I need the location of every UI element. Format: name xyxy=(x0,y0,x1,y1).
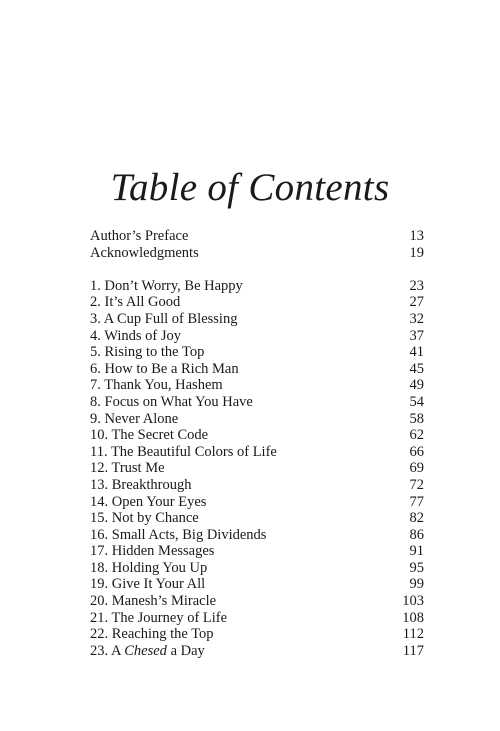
toc-row-chapter-13 xyxy=(90,477,424,494)
toc-page-number: 49 xyxy=(409,377,424,394)
toc-page-number: 117 xyxy=(402,642,424,659)
toc-entry-label: 7. Thank You, Hashem xyxy=(90,377,223,394)
toc-page-number: 37 xyxy=(409,327,424,344)
toc-row-chapter-6 xyxy=(90,361,424,378)
toc-row-chapter-18 xyxy=(90,560,424,577)
toc-entry-label: 15. Not by Chance xyxy=(90,510,199,527)
toc-entry-label: 3. A Cup Full of Blessing xyxy=(90,310,238,327)
toc-entry-label: 2. It’s All Good xyxy=(90,294,181,311)
toc-entry-label: 16. Small Acts, Big Dividends xyxy=(90,526,267,543)
toc-row-chapter-1 xyxy=(90,278,424,295)
toc-page-number: 77 xyxy=(409,493,424,510)
toc-page-number: 95 xyxy=(409,559,424,576)
toc-row-chapter-21 xyxy=(90,610,424,627)
toc-page-number: 19 xyxy=(409,244,424,261)
toc-entry-label: 10. The Secret Code xyxy=(90,427,209,444)
toc-row-chapter-22 xyxy=(90,626,424,643)
toc-row-chapter-2 xyxy=(90,294,424,311)
toc-page-number: 13 xyxy=(409,228,424,244)
toc-row-chapter-7 xyxy=(90,377,424,394)
toc-entry-label: 18. Holding You Up xyxy=(90,559,208,576)
toc-entry-label: 6. How to Be a Rich Man xyxy=(90,360,239,377)
toc-page-number: 27 xyxy=(409,294,424,311)
toc-entry-label: 17. Hidden Messages xyxy=(90,543,215,560)
toc-entry-label: Author’s Preface xyxy=(90,228,189,244)
toc-entry-label-suffix: a Day xyxy=(166,642,205,659)
toc-entry-label: 21. The Journey of Life xyxy=(90,609,228,626)
toc-page-number: 45 xyxy=(409,360,424,377)
toc-entry-label: 20. Manesh’s Miracle xyxy=(90,593,217,610)
toc-row-chapter-23 xyxy=(90,643,424,660)
toc-row-chapter-11 xyxy=(90,444,424,461)
toc-row-chapter-14 xyxy=(90,494,424,511)
toc-entry-label: 14. Open Your Eyes xyxy=(90,493,207,510)
toc-entry-label: 8. Focus on What You Have xyxy=(90,393,253,410)
toc-row-acknowledgments xyxy=(90,245,424,262)
toc-page-number: 69 xyxy=(409,460,424,477)
toc-entry-label: Acknowledgments xyxy=(90,244,199,261)
toc-page-number: 82 xyxy=(409,510,424,527)
toc-row-chapter-16 xyxy=(90,527,424,544)
toc-page-number: 103 xyxy=(402,593,424,610)
toc-page-number: 41 xyxy=(409,344,424,361)
toc-row-chapter-15 xyxy=(90,510,424,527)
toc-entry-label: 12. Trust Me xyxy=(90,460,165,477)
toc-entry-label: 19. Give It Your All xyxy=(90,576,206,593)
toc-row-chapter-10 xyxy=(90,427,424,444)
toc-row-chapter-5 xyxy=(90,344,424,361)
toc-row-chapter-8 xyxy=(90,394,424,411)
toc-entry-label: 13. Breakthrough xyxy=(90,476,192,493)
toc-row-chapter-4 xyxy=(90,328,424,345)
toc-entry-label: 5. Rising to the Top xyxy=(90,344,205,361)
toc-page-number: 86 xyxy=(409,526,424,543)
toc-entry-label-prefix: 23. A xyxy=(90,642,125,659)
toc-page-number: 58 xyxy=(409,410,424,427)
toc-page-number: 72 xyxy=(409,476,424,493)
toc-page-number: 62 xyxy=(409,427,424,444)
toc-page-number: 23 xyxy=(409,277,424,294)
toc-page-number: 99 xyxy=(409,576,424,593)
section-spacer xyxy=(90,261,424,278)
page-title: Table of Contents xyxy=(110,166,390,209)
toc-page-number: 32 xyxy=(409,310,424,327)
toc-page-number: 54 xyxy=(409,393,424,410)
toc-row-authors-preface xyxy=(90,228,424,245)
toc-row-chapter-19 xyxy=(90,576,424,593)
toc-entry-label: 1. Don’t Worry, Be Happy xyxy=(90,277,243,294)
toc-row-chapter-9 xyxy=(90,411,424,428)
table-of-contents xyxy=(90,228,424,659)
toc-page-number: 66 xyxy=(409,443,424,460)
toc-entry-label: 11. The Beautiful Colors of Life xyxy=(90,443,277,460)
toc-page-number: 108 xyxy=(402,609,424,626)
toc-entry-label xyxy=(90,643,205,660)
toc-entry-label: 4. Winds of Joy xyxy=(90,327,181,344)
toc-page-number: 91 xyxy=(409,543,424,560)
toc-entry-label: 22. Reaching the Top xyxy=(90,626,214,643)
toc-row-chapter-3 xyxy=(90,311,424,328)
toc-entry-label-italic: Chesed xyxy=(124,642,167,659)
toc-page-number: 112 xyxy=(402,626,424,643)
toc-entry-label: 9. Never Alone xyxy=(90,410,179,427)
toc-row-chapter-20 xyxy=(90,593,424,610)
toc-row-chapter-12 xyxy=(90,460,424,477)
toc-row-chapter-17 xyxy=(90,543,424,560)
